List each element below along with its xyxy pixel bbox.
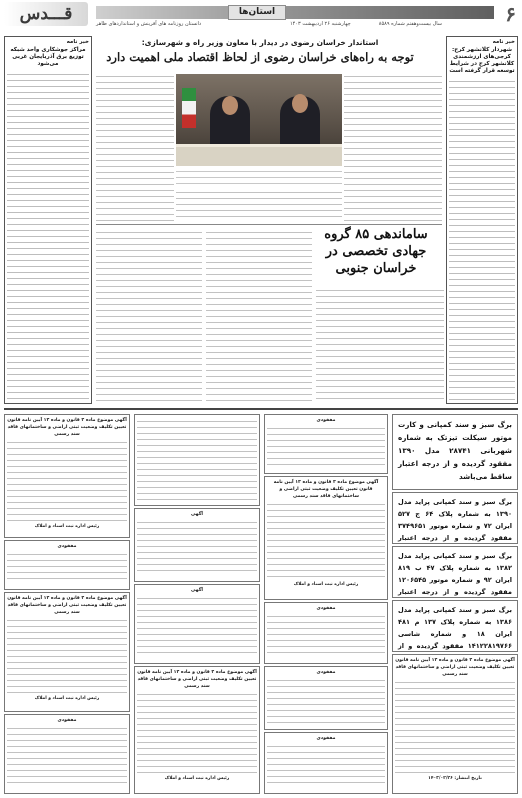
ad-notice-4d: مفقودی <box>4 714 130 794</box>
feature-headline: ساماندهی ۸۵ گروه جهادی تخصصی در خراسان جنوبی <box>324 227 428 276</box>
lost-document-notice-2: برگ سبز و سند کمپانی پراید مدل ۱۳۹۰ به شماره پلاک ۶۴ ج ۵۲۷ ایران ۷۲ و شماره موتور ۳۷۴۹۶۵۱ مفقود گردیده و از درجه اعتبار <box>392 492 518 544</box>
right-column-story <box>446 36 518 404</box>
ad-notice-2a: مفقودی <box>264 414 388 474</box>
flag-icon <box>182 88 196 128</box>
left-column-body <box>7 70 89 404</box>
left-column-story <box>4 36 92 404</box>
lost-document-notice-3: برگ سبز و سند کمپانی پراید مدل ۱۳۸۲ به شماره پلاک ۴۷ ب ۸۱۹ ایران ۹۲ و شماره موتور ۱۲۰۶۵۴۵ مفقود گردیده و از درجه اعتبار <box>392 546 518 598</box>
meeting-photo <box>176 74 342 166</box>
lead-body-right <box>344 72 442 222</box>
right-column-label: خبر نامه <box>492 39 515 45</box>
lead-title: توجه به راه‌های خراسان رضوی از لحاظ اقتصاد ملی اهمیت دارد <box>106 50 414 64</box>
ad-notice-3d: آگهی موضوع ماده ۳ قانون و ماده ۱۳ آیین نامه قانون تعیین تکلیف وضعیت ثبتی اراضی و ساختمانهای فاقد سند رسمی رئیس اداره ثبت اسناد و املاک <box>134 666 260 794</box>
ad-notice-2c: مفقودی <box>264 602 388 664</box>
ad-notice-4c: آگهی موضوع ماده ۳ قانون و ماده ۱۳ آیین نامه قانون تعیین تکلیف وضعیت ثبتی اراضی و ساختمانهای فاقد سند رسمی رئیس اداره ثبت اسناد و املاک <box>4 592 130 712</box>
masthead-tagline: دانستان روزنامه های آفرینش و استانداردهای ظاهر <box>96 21 202 27</box>
page-number: ۶ <box>505 2 516 26</box>
right-column-headline: شهردار کلانشهر کرج: کرجی‌های ارزشمندی کلانشهر کرج در شرایط توسعه قرار گرفته است <box>449 47 515 74</box>
feature-body-middle <box>206 228 312 404</box>
ads-divider <box>4 408 518 410</box>
feature-body-right <box>316 286 444 404</box>
ad-notice-3b: آگهی <box>134 508 260 582</box>
ad-notice-3c: آگهی <box>134 584 260 664</box>
photo-caption <box>176 167 342 185</box>
feature-body-left <box>96 228 202 404</box>
left-column-label: خبر نامه <box>66 39 89 45</box>
ad-notice-4a: آگهی موضوع ماده ۳ قانون و ماده ۱۳ آیین نامه قانون تعیین تکلیف وضعیت ثبتی اراضی و ساختمانهای فاقد سند رسمی رئیس اداره ثبت اسناد و املاک <box>4 414 130 538</box>
divider <box>96 224 442 225</box>
masthead-bar <box>96 6 494 19</box>
issue-date: چهارشنبه ۲۶ اردیبهشت ۱۴۰۳ <box>290 21 351 27</box>
ad-notice-2d: مفقودی <box>264 666 388 730</box>
section-label: استان‌ها <box>228 5 286 20</box>
masthead <box>0 0 522 34</box>
newspaper-logo: قـــدس <box>4 2 88 26</box>
lost-document-notice-4: برگ سبز و سند کمپانی پراید مدل ۱۳۸۶ به شماره پلاک ۱۳۷ م ۴۸۱ ایران ۱۸ و شماره شاسی ۱۴۱۲۲۸۱۹۷۶۶ مفقود گردیده و از <box>392 600 518 652</box>
ad-notice-2e: مفقودی <box>264 732 388 794</box>
lead-kicker: استاندار خراسان رضوی در دیدار با معاون وزیر راه و شهرسازی: <box>141 38 379 47</box>
lost-document-notice-1: برگ سبز و سند کمپانی و کارت موتور سیکلت تیزتک به شماره شهربانی ۲۸۷۴۱ مدل ۱۳۹۰ مفقود گردیده و از درجه اعتبار ساقط می‌باشد <box>392 414 518 490</box>
ad-notice-4b: مفقودی <box>4 540 130 590</box>
issue-number: سال بیست‌وهفتم شماره ۸۵۸۹ <box>378 21 442 27</box>
lead-body-left <box>96 72 174 222</box>
ad-notice-3a <box>134 414 260 506</box>
lead-body-bottom <box>176 188 342 222</box>
ad-notice-2b: آگهی موضوع ماده ۳ قانون و ماده ۱۳ آیین نامه قانون تعیین تکلیف وضعیت ثبتی اراضی و ساختمانهای فاقد سند رسمی رئیس اداره ثبت اسناد و املاک <box>264 476 388 600</box>
right-column-body <box>449 77 515 404</box>
left-column-headline: مراکز جوشکاری واحد شبکه توزیع برق آذربایجان غربی می‌شود <box>10 47 86 67</box>
registration-notice-right: آگهی موضوع ماده ۳ قانون و ماده ۱۳ آیین نامه قانون تعیین تکلیف وضعیت ثبتی اراضی و ساختمانهای فاقد سند رسمی تاریخ انتشار: ۱۴۰۳/۰۲/۲۶ <box>392 654 518 794</box>
